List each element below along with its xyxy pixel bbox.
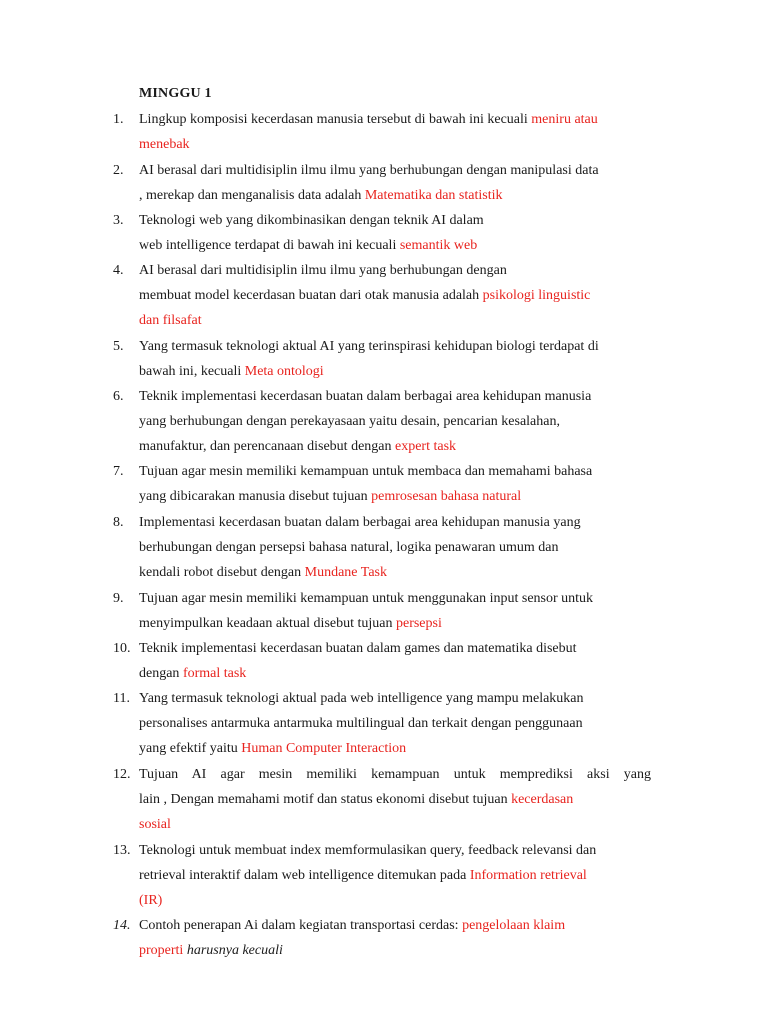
item-text bbox=[139, 913, 651, 963]
item-number: 13. bbox=[113, 843, 131, 858]
answer-text: menebak bbox=[139, 137, 190, 153]
item-line bbox=[139, 434, 651, 459]
item-line bbox=[139, 762, 651, 787]
item-line bbox=[139, 661, 651, 686]
item-number: 11. bbox=[113, 691, 130, 706]
item-line bbox=[139, 409, 651, 434]
answer-text: dan filsafat bbox=[139, 313, 202, 329]
item-number: 14. bbox=[113, 918, 131, 933]
question-text: personalises antarmuka antarmuka multilingual dan terkait dengan penggunaan bbox=[139, 716, 583, 732]
item-number: 5. bbox=[113, 339, 124, 354]
question-text: , merekap dan menganalisis data adalah bbox=[139, 188, 365, 204]
item-line bbox=[139, 107, 651, 132]
item-line bbox=[139, 258, 651, 283]
item-line bbox=[139, 384, 651, 409]
item-line bbox=[139, 183, 651, 208]
item-line bbox=[139, 913, 651, 938]
item-number: 3. bbox=[113, 213, 124, 228]
question-text: Lingkup komposisi kecerdasan manusia tersebut di bawah ini kecuali bbox=[139, 112, 532, 127]
item-line bbox=[139, 711, 651, 736]
question-text: Teknologi untuk membuat index memformulasikan query, feedback relevansi dan bbox=[139, 843, 597, 858]
item-line bbox=[139, 484, 651, 509]
item-line bbox=[139, 308, 651, 333]
question-text: menyimpulkan keadaan aktual disebut tujuan bbox=[139, 616, 396, 632]
answer-text: semantik web bbox=[399, 238, 478, 254]
item-text bbox=[139, 459, 651, 509]
answer-text: Mundane Task bbox=[304, 565, 387, 581]
question-text: Yang termasuk teknologi aktual AI yang terinspirasi kehidupan biologi terdapat di bbox=[139, 339, 599, 354]
question-text: AI berasal dari multidisiplin ilmu ilmu yang berhubungan dengan bbox=[139, 263, 507, 278]
question-text: web intelligence terdapat di bawah ini kecuali bbox=[139, 238, 400, 254]
item-line bbox=[139, 736, 651, 761]
item-line bbox=[139, 233, 651, 258]
item-line bbox=[139, 686, 651, 711]
item-text bbox=[139, 636, 651, 686]
answer-text: Matematika dan statistik bbox=[364, 188, 503, 204]
item-text bbox=[139, 258, 651, 334]
item-text bbox=[139, 510, 651, 586]
item-number: 8. bbox=[113, 515, 124, 530]
item-number: 6. bbox=[113, 389, 124, 404]
answer-text: Meta ontologi bbox=[244, 364, 324, 380]
item-text bbox=[139, 158, 651, 208]
item-text bbox=[139, 838, 651, 914]
item-text bbox=[139, 762, 651, 838]
question-text: yang berhubungan dengan perekayasaan yaitu desain, pencarian kesalahan, bbox=[139, 414, 560, 430]
answer-text: meniru atau bbox=[531, 112, 598, 127]
item-text bbox=[139, 586, 651, 636]
question-text: dengan bbox=[139, 666, 183, 682]
question-text: lain , Dengan memahami motif dan status ekonomi disebut tujuan bbox=[139, 792, 512, 808]
question-text: manufaktur, dan perencanaan disebut dengan bbox=[139, 439, 395, 455]
note-text: harusnya kecuali bbox=[183, 943, 283, 959]
item-number: 1. bbox=[113, 112, 124, 127]
item-line bbox=[139, 510, 651, 535]
item-text bbox=[139, 334, 651, 384]
item-line bbox=[139, 838, 651, 863]
answer-text: properti bbox=[139, 943, 184, 959]
item-line bbox=[139, 359, 651, 384]
answer-text: pengelolaan klaim bbox=[462, 918, 566, 933]
answer-text: persepsi bbox=[395, 616, 442, 632]
item-text bbox=[139, 208, 651, 258]
answer-text: kecerdasan bbox=[511, 792, 574, 808]
answer-text: psikologi linguistic bbox=[482, 288, 591, 304]
question-text: AI berasal dari multidisiplin ilmu ilmu yang berhubungan dengan manipulasi data bbox=[139, 163, 599, 178]
question-text: membuat model kecerdasan buatan dari otak manusia adalah bbox=[139, 288, 483, 304]
item-line bbox=[139, 636, 651, 661]
item-number: 4. bbox=[113, 263, 124, 278]
answer-text: sosial bbox=[139, 817, 171, 833]
item-text bbox=[139, 107, 651, 157]
item-line bbox=[139, 334, 651, 359]
question-text: Yang termasuk teknologi aktual pada web intelligence yang mampu melakukan bbox=[139, 691, 584, 706]
item-line bbox=[139, 863, 651, 888]
question-text: Implementasi kecerdasan buatan dalam berbagai area kehidupan manusia yang bbox=[139, 515, 581, 530]
item-text bbox=[139, 686, 651, 762]
item-line bbox=[139, 787, 651, 812]
question-text: kendali robot disebut dengan bbox=[139, 565, 305, 581]
question-text: yang efektif yaitu bbox=[139, 741, 242, 757]
question-text: Tujuan agar mesin memiliki kemampuan untuk menggunakan input sensor untuk bbox=[139, 591, 594, 606]
question-text: Tujuan AI agar mesin memiliki kemampuan untuk memprediksi aksi yang bbox=[139, 767, 651, 782]
page-title: MINGGU 1 bbox=[139, 86, 212, 101]
question-text: berhubungan dengan persepsi bahasa natural, logika penawaran umum dan bbox=[139, 540, 559, 556]
question-text: Teknik implementasi kecerdasan buatan dalam games dan matematika disebut bbox=[139, 641, 577, 656]
question-text: Teknik implementasi kecerdasan buatan dalam berbagai area kehidupan manusia bbox=[139, 389, 592, 404]
answer-text: Human Computer Interaction bbox=[241, 741, 407, 757]
item-number: 2. bbox=[113, 163, 124, 178]
item-number: 9. bbox=[113, 591, 124, 606]
question-text: yang dibicarakan manusia disebut tujuan bbox=[139, 489, 372, 505]
item-number: 12. bbox=[113, 767, 131, 782]
question-text: Tujuan agar mesin memiliki kemampuan untuk membaca dan memahami bahasa bbox=[139, 464, 593, 479]
item-line bbox=[139, 560, 651, 585]
item-line bbox=[139, 208, 651, 233]
item-number: 10. bbox=[113, 641, 131, 656]
question-text: retrieval interaktif dalam web intelligence ditemukan pada bbox=[139, 868, 470, 884]
answer-text: Information retrieval bbox=[469, 868, 587, 884]
question-text: Contoh penerapan Ai dalam kegiatan transportasi cerdas: bbox=[139, 918, 463, 933]
item-text bbox=[139, 384, 651, 460]
item-line bbox=[139, 812, 651, 837]
item-line bbox=[139, 611, 651, 636]
answer-text: (IR) bbox=[139, 893, 163, 909]
item-line bbox=[139, 586, 651, 611]
answer-text: pemrosesan bahasa natural bbox=[371, 489, 522, 505]
answer-text: expert task bbox=[395, 439, 457, 455]
item-line bbox=[139, 535, 651, 560]
item-line bbox=[139, 888, 651, 913]
question-text: bawah ini, kecuali bbox=[139, 364, 245, 380]
item-line bbox=[139, 938, 651, 963]
item-line bbox=[139, 459, 651, 484]
item-line bbox=[139, 158, 651, 183]
answer-text: formal task bbox=[182, 666, 247, 682]
question-text: Teknologi web yang dikombinasikan dengan teknik AI dalam bbox=[139, 213, 484, 228]
item-line bbox=[139, 132, 651, 157]
item-line bbox=[139, 283, 651, 308]
item-number: 7. bbox=[113, 464, 124, 479]
